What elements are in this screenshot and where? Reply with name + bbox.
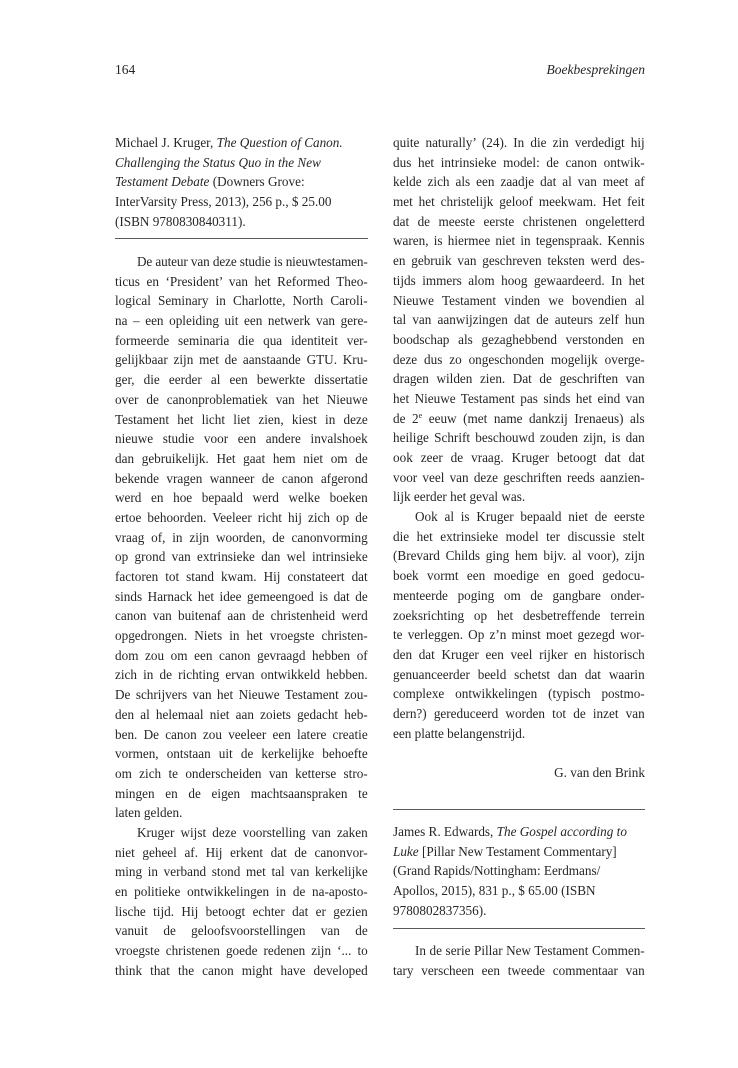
- line-content: [115, 665, 368, 685]
- line-content: [115, 331, 368, 351]
- line-content: [393, 625, 645, 645]
- line-content: [115, 390, 368, 410]
- text-line: [393, 546, 645, 566]
- text-line: [393, 369, 645, 389]
- line-content: [115, 272, 368, 292]
- line-content: [115, 547, 368, 567]
- citation-divider: [115, 238, 368, 239]
- text-span: niet geheel af. Hij erkent dat de canonvor-: [115, 844, 368, 860]
- text-line: [115, 508, 368, 528]
- text-span: bekende vragen wanneer de canon afgerond: [115, 470, 368, 486]
- text-line: [393, 310, 645, 330]
- line-content: [393, 212, 645, 232]
- text-span: vanuit de geloofsvoorstellingen van de: [115, 923, 368, 939]
- text-span: dom zou om een canon gevraagd hebben of: [115, 647, 368, 663]
- text-span: sinds Harnack het idee gemeengoed is dat de: [115, 588, 368, 604]
- text-line: [393, 822, 645, 842]
- line-content: [137, 823, 368, 843]
- text-span: werd en hoe bepaald werd welke boeken: [115, 490, 368, 506]
- line-content: [393, 901, 486, 921]
- text-span: over de canonproblematiek van het Nieuwe: [115, 391, 368, 407]
- text-span: In de serie Pillar New Testament Commen-: [415, 943, 645, 958]
- text-span: Ook al is Kruger bepaald niet de eerste: [415, 509, 645, 525]
- text-line: [393, 606, 645, 626]
- text-span: [Pillar New Testament Commentary]: [418, 843, 617, 859]
- text-span: dus het intrinsieke model: de canon ontwik-: [393, 154, 645, 170]
- text-span: quite naturally’ (24). In die zin verdedigt hij: [393, 135, 645, 150]
- line-content: [393, 153, 645, 173]
- line-content: [393, 133, 645, 153]
- text-line: [115, 172, 368, 192]
- text-line: [115, 153, 368, 173]
- text-line: [393, 861, 645, 881]
- text-line: [393, 409, 645, 429]
- line-content: [115, 192, 331, 212]
- line-content: [115, 153, 321, 173]
- line-content: [393, 369, 645, 389]
- line-content: [115, 488, 368, 508]
- text-span: vraag of, in zijn woorden, de canonvorming: [115, 529, 368, 545]
- text-span: factoren tot stand kwam. Hij constateert dat: [115, 569, 368, 584]
- text-line: [393, 350, 645, 370]
- text-span: te verleggen. Op z’n minst moet gezegd wor-: [393, 627, 645, 643]
- text-span: complexe ontwikkelingen (typisch postmo-: [393, 686, 645, 702]
- review1-citation: [115, 133, 368, 231]
- text-span: die het extrinsieke model ter discussie stelt: [393, 528, 645, 544]
- line-content: [115, 685, 368, 705]
- text-span: ticus en ‘President’ van het Reformed Theo-: [115, 273, 368, 289]
- text-span: boek vormt een moedige en goed gedocu-: [393, 568, 645, 584]
- reviewer-signature: G. van den Brink: [554, 765, 645, 780]
- line-content: [393, 822, 627, 842]
- line-content: [393, 428, 645, 448]
- text-span: laten gelden.: [115, 805, 183, 821]
- text-span: InterVarsity Press, 2013), 256 p., $ 25.00: [115, 194, 332, 210]
- text-line: [115, 784, 368, 804]
- text-span: tijds immers alom hoog gewaardeerd. In het: [393, 272, 645, 288]
- line-content: [115, 508, 368, 528]
- line-content: [393, 350, 645, 370]
- line-content: [115, 764, 368, 784]
- text-line: [115, 390, 368, 410]
- text-line: [115, 252, 368, 272]
- text-line: [393, 231, 645, 251]
- italic-title-text: Challenging the Status Quo in the New: [115, 154, 321, 170]
- text-line: [115, 705, 368, 725]
- line-content: [115, 862, 368, 882]
- text-line: [115, 370, 368, 390]
- text-line: [115, 192, 368, 212]
- text-span: den dat Kruger een veel rijker en historisch: [393, 646, 645, 662]
- text-line: [393, 507, 645, 527]
- text-span: eeuw (met name dankzij Irenaeus) als: [422, 410, 645, 426]
- line-content: [393, 310, 645, 330]
- line-content: [393, 606, 645, 626]
- text-line: [393, 291, 645, 311]
- review1-body-right-column: [393, 133, 645, 743]
- line-content: [115, 311, 368, 331]
- text-line: [115, 902, 368, 922]
- line-content: [115, 921, 368, 941]
- text-span: nieuwe studie voor een andere invalshoek: [115, 431, 368, 447]
- text-line: [115, 272, 368, 292]
- line-content: [115, 882, 368, 902]
- text-span: een platte belangenstrijd.: [393, 725, 526, 741]
- text-span: vormen, ontstaan uit de kerkelijke behoefte: [115, 746, 368, 762]
- superscript: e: [418, 410, 423, 420]
- line-content: [115, 133, 343, 153]
- text-line: [115, 528, 368, 548]
- line-content: [393, 291, 645, 311]
- text-line: [115, 449, 368, 469]
- line-content: [115, 784, 368, 804]
- text-line: [393, 842, 645, 862]
- line-content: [115, 291, 368, 311]
- text-line: [393, 665, 645, 685]
- text-line: [115, 410, 368, 430]
- line-content: [393, 724, 525, 744]
- text-line: [393, 330, 645, 350]
- line-content: [115, 350, 368, 370]
- review2-citation: [393, 822, 645, 920]
- text-span: (Grand Rapids/Nottingham: Eerdmans/: [393, 863, 601, 879]
- line-content: [393, 881, 596, 901]
- line-content: [393, 586, 645, 606]
- text-span: met het christelijk geloof meekwam. Het feit: [393, 194, 645, 210]
- text-span: mingen en de eigen machtsaanspraken te: [115, 785, 368, 801]
- text-span: dan gebruikelijk. Het gaat hem niet om de: [115, 450, 368, 466]
- text-line: [393, 487, 645, 507]
- text-span: heilige Schrift beschouwd zouden zijn, is dan: [393, 430, 645, 446]
- text-line: [393, 586, 645, 606]
- text-line: [115, 606, 368, 626]
- text-span: ben. De canon zou veeleer een latere creatie: [115, 726, 368, 742]
- text-span: zich in de richting ervan ontwikkeld hebben.: [115, 667, 368, 683]
- text-span: waren, is hiermee niet in tegenspraak. Kennis: [393, 233, 645, 249]
- text-span: ook zeer de vraag. Kruger betoogt dat dat: [393, 450, 645, 465]
- line-content: [393, 566, 645, 586]
- text-line: [393, 704, 645, 724]
- text-span: think that the canon might have developed: [115, 962, 368, 978]
- text-line: [393, 389, 645, 409]
- text-line: [115, 488, 368, 508]
- text-span: James R. Edwards,: [393, 824, 497, 839]
- text-span: dern?) gereduceerd worden tot de inzet van: [393, 705, 645, 721]
- line-content: [393, 842, 617, 862]
- text-span: de 2: [393, 410, 419, 426]
- text-span: dat de meeste eerste christenen ongeletterd: [393, 213, 645, 229]
- text-line: [393, 625, 645, 645]
- text-line: [115, 843, 368, 863]
- italic-title-text: Testament Debate: [115, 174, 210, 190]
- text-span: op grond van extrinsieke dan wel intrinsieke: [115, 549, 368, 565]
- line-content: [115, 172, 305, 192]
- line-content: [393, 961, 645, 981]
- text-line: [115, 862, 368, 882]
- citation-divider: [393, 928, 645, 929]
- line-content: [115, 606, 368, 626]
- text-span: logical Seminary in Charlotte, North Caroli-: [115, 293, 368, 309]
- line-content: [415, 507, 645, 527]
- line-content: [393, 684, 645, 704]
- text-span: Nieuwe Testament vinden we bovendien al: [393, 292, 645, 308]
- text-span: tal van aanwijzingen dat de auteurs zelf hun: [393, 312, 645, 328]
- text-line: [115, 547, 368, 567]
- line-content: [393, 271, 645, 291]
- text-line: [115, 469, 368, 489]
- italic-title-text: Luke: [393, 843, 419, 859]
- text-line: [393, 428, 645, 448]
- text-line: [115, 133, 368, 153]
- text-line: [393, 271, 645, 291]
- text-line: [115, 882, 368, 902]
- text-span: ger, die eerder al een bewerkte dissertatie: [115, 372, 368, 388]
- line-content: [393, 409, 645, 429]
- line-content: [393, 487, 525, 507]
- text-line: [115, 331, 368, 351]
- line-content: [393, 468, 645, 488]
- text-line: [393, 645, 645, 665]
- text-line: [115, 626, 368, 646]
- line-content: [115, 843, 368, 863]
- text-line: [115, 567, 368, 587]
- line-content: [115, 370, 368, 390]
- text-line: [393, 192, 645, 212]
- text-span: na – een opleiding uit een netwerk van gere-: [115, 313, 368, 329]
- line-content: [115, 744, 368, 764]
- line-content: [115, 410, 368, 430]
- line-content: [137, 252, 368, 272]
- text-span: 9780802837356).: [393, 902, 487, 918]
- line-content: [393, 546, 645, 566]
- text-line: [393, 468, 645, 488]
- text-span: Testament het licht liet zien, kiest in deze: [115, 411, 368, 427]
- text-span: formeerde seminaria die qua identiteit ver-: [115, 332, 368, 348]
- text-line: [115, 665, 368, 685]
- text-line: [115, 744, 368, 764]
- italic-title-text: The Gospel according to: [496, 824, 627, 839]
- line-content: [115, 429, 368, 449]
- line-content: [393, 527, 645, 547]
- italic-title-text: The Question of Canon.: [216, 135, 343, 150]
- line-content: [115, 528, 368, 548]
- line-content: [393, 330, 645, 350]
- text-line: [115, 311, 368, 331]
- text-span: (Brevard Childs ging hem bijv. al voor), zijn: [393, 548, 645, 564]
- line-content: [115, 449, 368, 469]
- text-line: [115, 941, 368, 961]
- text-line: [393, 566, 645, 586]
- text-span: Apollos, 2015), 831 p., $ 65.00 (ISBN: [393, 883, 596, 899]
- text-line: [115, 961, 368, 981]
- text-span: Michael J. Kruger,: [115, 135, 217, 150]
- text-span: en gebruik van geschreven teksten werd des-: [393, 253, 645, 269]
- text-line: [393, 941, 645, 961]
- page-number: 164: [115, 62, 136, 77]
- line-content: [115, 587, 368, 607]
- text-span: tary verscheen een tweede commentaar van: [393, 962, 645, 978]
- text-span: ertoe behoorden. Veeleer richt hij zich op de: [115, 509, 368, 525]
- text-span: (ISBN 9780830840311).: [115, 213, 246, 229]
- line-content: [115, 626, 368, 646]
- text-span: het Nieuwe Testament pas sinds het eind van: [393, 390, 645, 406]
- text-line: [115, 764, 368, 784]
- text-line: [393, 724, 645, 744]
- text-line: [393, 448, 645, 468]
- text-span: om zich te onderscheiden van ketterse stro-: [115, 765, 368, 781]
- text-line: [393, 153, 645, 173]
- line-content: [115, 725, 368, 745]
- line-content: [115, 961, 368, 981]
- line-content: [115, 941, 368, 961]
- text-line: [393, 212, 645, 232]
- line-content: [393, 192, 645, 212]
- line-content: [393, 251, 645, 271]
- line-content: [393, 861, 600, 881]
- text-line: [115, 921, 368, 941]
- text-span: Kruger wijst deze voorstelling van zaken: [137, 824, 368, 840]
- text-span: (Downers Grove:: [209, 174, 305, 190]
- running-head: Boekbesprekingen: [546, 62, 645, 77]
- text-line: [115, 803, 368, 823]
- line-content: [393, 172, 645, 192]
- text-span: boodschap als gezaghebbend verstonden en: [393, 331, 645, 347]
- text-line: [393, 901, 645, 921]
- text-line: [393, 961, 645, 981]
- review2-body: [393, 941, 645, 980]
- line-content: [393, 704, 645, 724]
- text-span: canon van buitenaf aan de christenheid werd: [115, 608, 368, 624]
- text-span: lijk eerder het geval was.: [393, 489, 526, 505]
- text-line: [393, 251, 645, 271]
- line-content: [393, 448, 645, 468]
- line-content: [393, 645, 645, 665]
- text-span: opgedrongen. Niets in het vroegste christen-: [115, 628, 368, 644]
- text-span: De schrijvers van het Nieuwe Testament zou-: [115, 687, 368, 703]
- line-content: [393, 389, 645, 409]
- line-content: [115, 469, 368, 489]
- text-line: [393, 172, 645, 192]
- text-line: [115, 725, 368, 745]
- review-divider: [393, 809, 645, 810]
- line-content: [393, 231, 645, 251]
- text-span: deze dus zo ongeschonden mogelijk overge-: [393, 351, 645, 367]
- line-content: [115, 705, 368, 725]
- line-content: [393, 665, 645, 685]
- text-span: gelijkbaar zijn met de aanstaande GTU. Kru-: [115, 352, 368, 368]
- line-content: [115, 646, 368, 666]
- text-line: [115, 212, 368, 232]
- text-span: zoeksrichting op het desbetreffende terrein: [393, 607, 645, 623]
- text-line: [393, 684, 645, 704]
- text-span: De auteur van deze studie is nieuwtestamen-: [137, 254, 368, 269]
- text-span: dragen wilden zien. Dat de geschriften van: [393, 371, 645, 387]
- text-line: [115, 685, 368, 705]
- text-line: [115, 350, 368, 370]
- line-content: [415, 941, 645, 961]
- text-line: [393, 881, 645, 901]
- text-span: menteerde poging om de gangbare onder-: [393, 587, 645, 603]
- text-span: ming in verband stond met tal van kerkelijke: [115, 864, 368, 880]
- line-content: [115, 803, 182, 823]
- text-span: den al helemaal niet aan zoiets gedacht heb-: [115, 706, 368, 722]
- line-content: [115, 902, 368, 922]
- text-span: vroegste christenen goede redenen zijn ‘... to: [115, 943, 368, 959]
- text-span: voor veel van deze geschriften reeds aanzien-: [393, 469, 645, 485]
- text-line: [393, 527, 645, 547]
- line-content: [115, 567, 368, 587]
- text-span: en politieke ontwikkelingen in de na-aposto-: [115, 884, 368, 899]
- review1-body-left-column: [115, 252, 368, 980]
- text-line: [115, 429, 368, 449]
- text-line: [115, 587, 368, 607]
- text-span: kelde zich als een zaadje dat al van meet af: [393, 174, 645, 190]
- text-span: lische tijd. Hij betoogt echter dat er gezien: [115, 903, 368, 919]
- text-line: [115, 823, 368, 843]
- text-line: [115, 291, 368, 311]
- text-span: genuanceerder beeld schetst dan dat waarin: [393, 666, 645, 682]
- line-content: [115, 212, 246, 232]
- text-line: [115, 646, 368, 666]
- text-line: [393, 133, 645, 153]
